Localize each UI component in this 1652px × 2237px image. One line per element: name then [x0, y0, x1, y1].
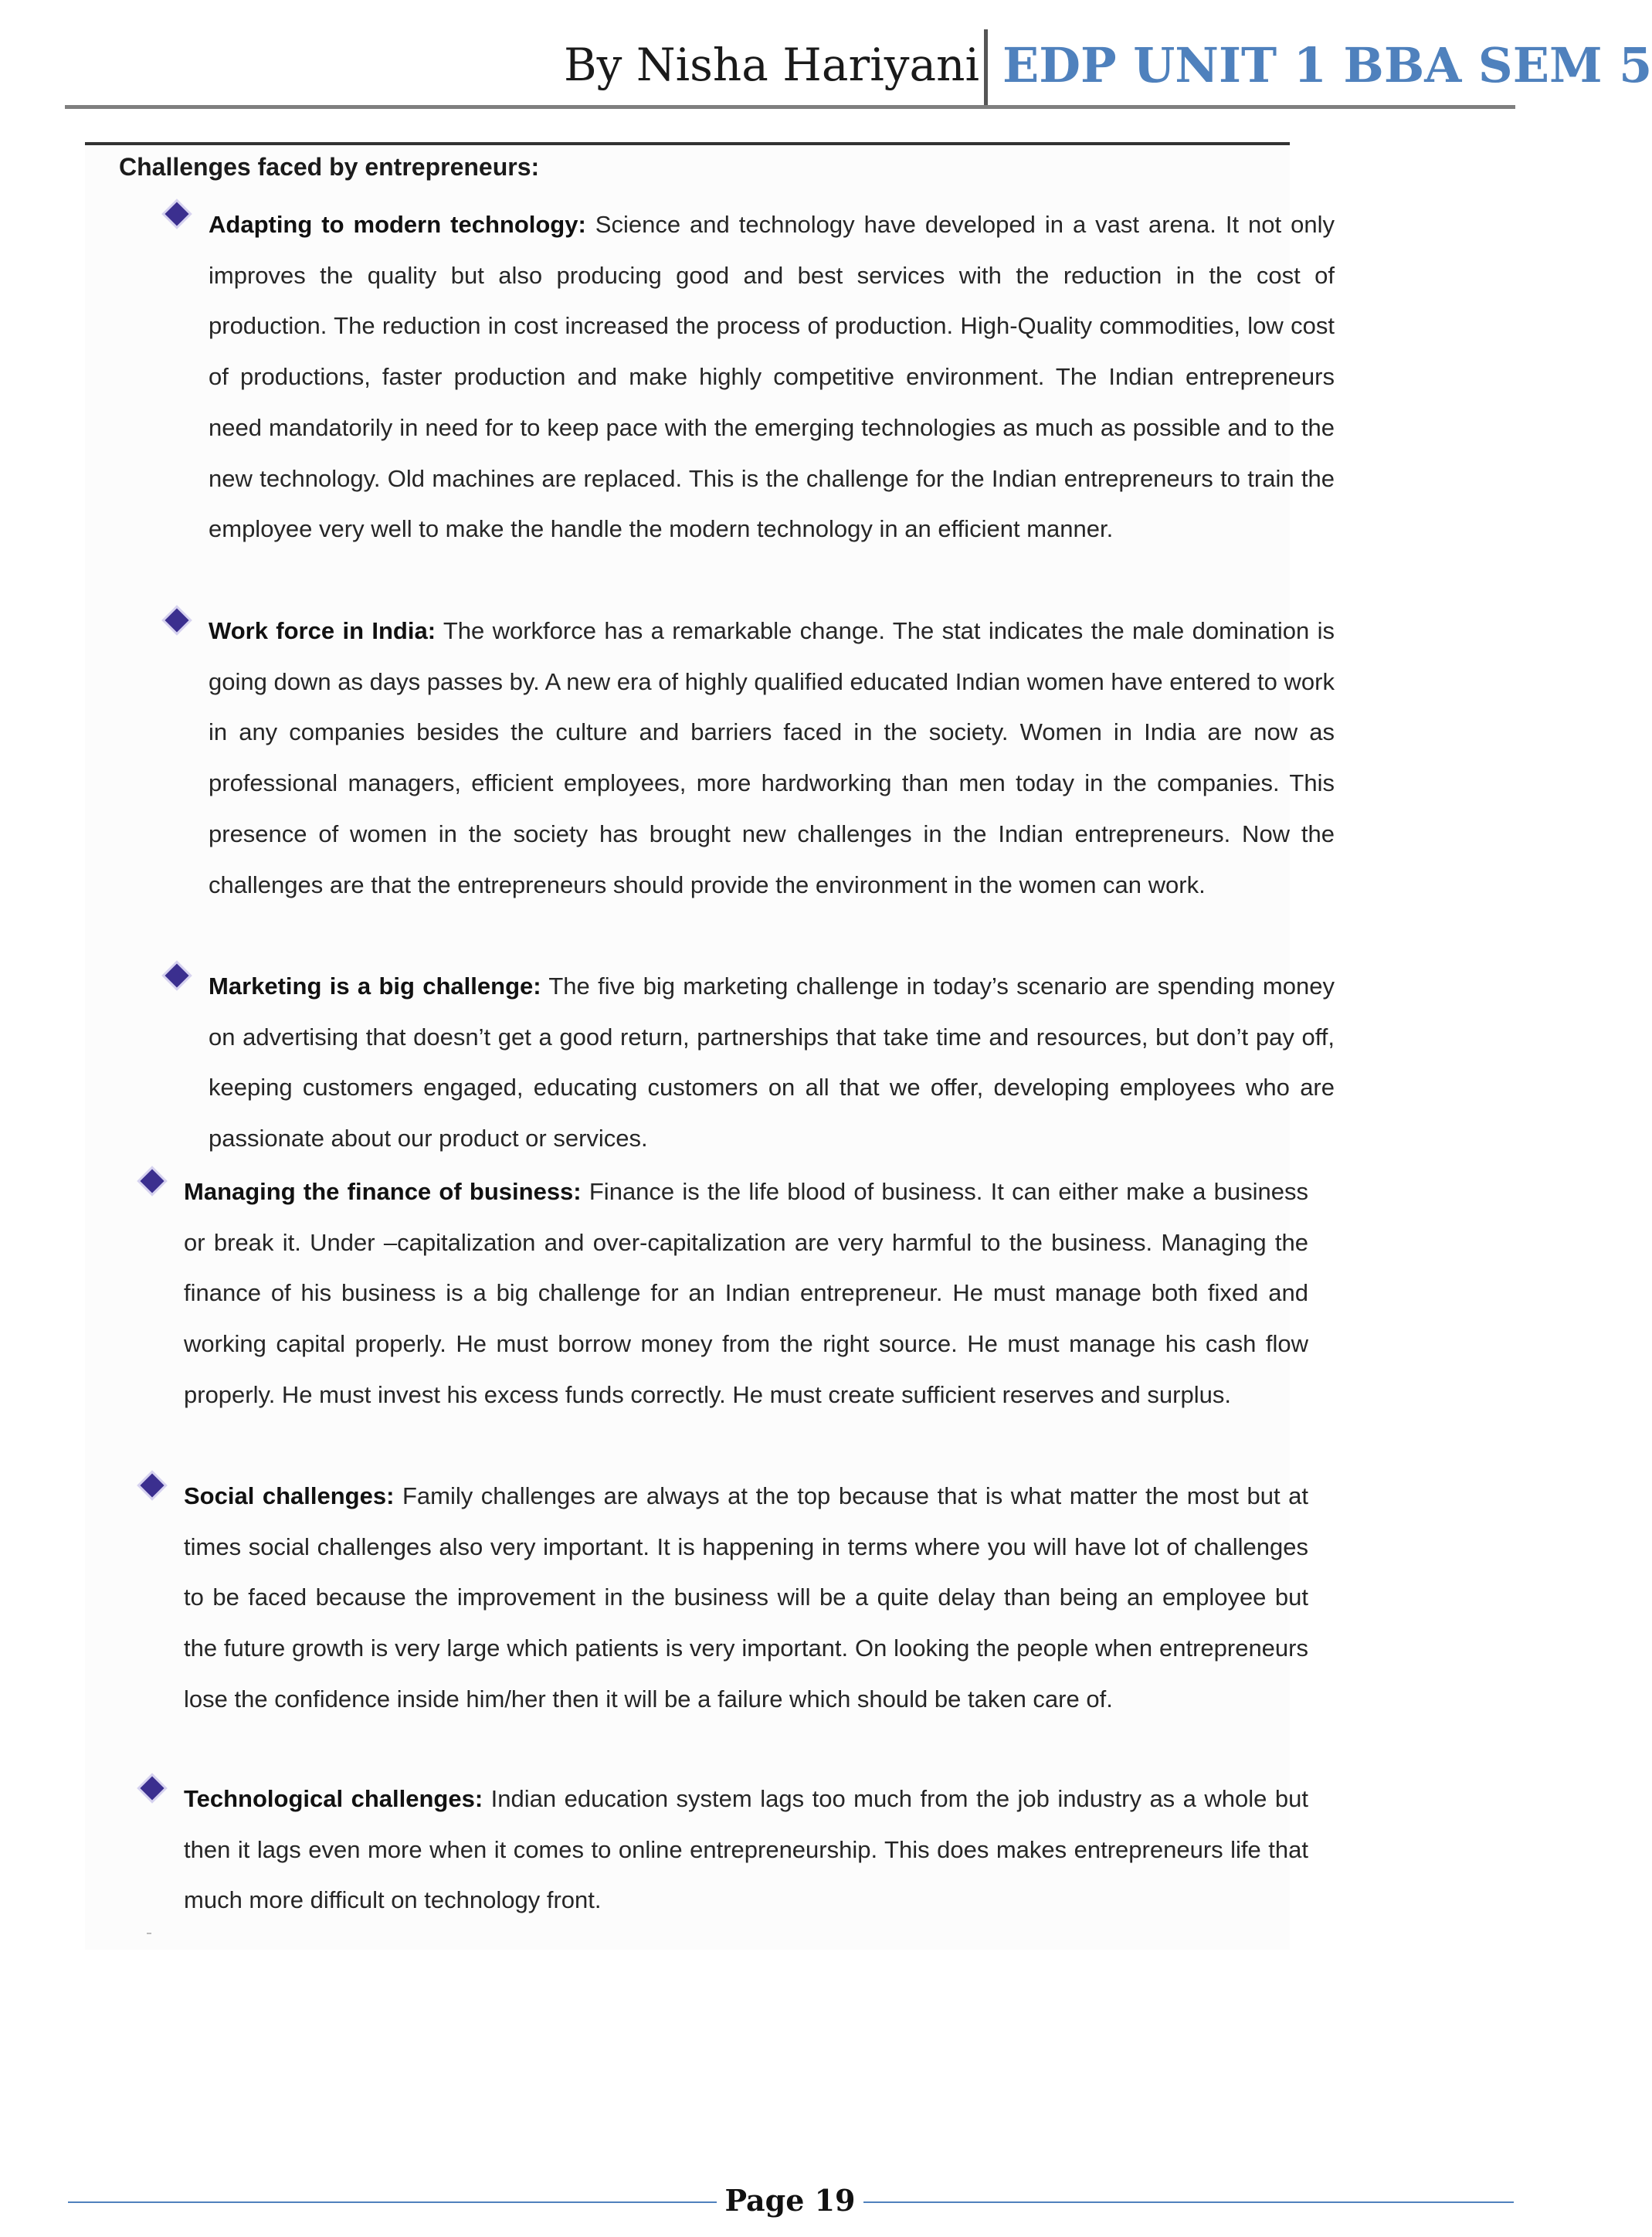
challenge-item-technology — [209, 199, 1335, 555]
scan-top-rule — [85, 142, 1290, 145]
diamond-bullet-icon — [140, 1776, 164, 1800]
diamond-bullet-icon — [165, 608, 188, 632]
challenge-paragraph — [209, 606, 1335, 910]
header-rule — [65, 105, 1515, 109]
challenge-paragraph — [184, 1471, 1308, 1725]
diamond-bullet-icon — [140, 1473, 164, 1497]
challenge-description: Science and technology have developed in a vast arena. It not only improves the quality but also producing good and best services with the reduction in the cost of production. The reduction in cost increased the process of production. High-Quality commodities, low cost of productions, faster production and make highly competitive environment. The Indian entrepreneurs need mandatorily in need for to keep pace with the emerging technologies as much as possible and to the new technology. Old machines are replaced. This is the challenge for the Indian entrepreneurs to train the employee very well to make the handle the modern technology in an efficient manner. — [209, 211, 1335, 543]
page-number: Page 19 — [724, 2183, 856, 2218]
footer-rule-left — [68, 2201, 717, 2203]
challenge-title: Adapting to modern technology: — [209, 211, 586, 238]
page-footer — [0, 2178, 1582, 2225]
footer-rule-right — [863, 2201, 1514, 2203]
author-name: By Nisha Hariyani — [564, 39, 979, 91]
scanned-content — [85, 142, 1335, 1950]
page-header — [0, 0, 1652, 116]
challenge-description: Indian education system lags too much from the job industry as a whole but then it lags even more when it comes to online entrepreneurship. This does makes entrepreneurs life that much more difficult on technology front. — [184, 1785, 1308, 1914]
challenge-title: Technological challenges: — [184, 1785, 483, 1812]
challenge-paragraph — [209, 199, 1335, 555]
challenge-description: Family challenges are always at the top because that is what matter the most but at times social challenges also very important. It is happening in terms where you will have lot of challenges to be faced because the improvement in the business will be a quite delay than being an employee but the future growth is very large which patients is very important. On looking the people when entrepreneurs lose the confidence inside him/her then it will be a failure which should be taken care of. — [184, 1482, 1308, 1713]
challenge-item-marketing — [209, 961, 1335, 1164]
section-title: Challenges faced by entrepreneurs: — [119, 153, 540, 181]
diamond-bullet-icon — [165, 963, 188, 987]
challenge-title: Social challenges: — [184, 1482, 395, 1509]
diamond-bullet-icon — [165, 202, 188, 226]
scan-artifact — [147, 1933, 151, 1934]
challenge-paragraph — [184, 1166, 1308, 1421]
challenge-title: Marketing is a big challenge: — [209, 973, 541, 1000]
challenge-description: The workforce has a remarkable change. The stat indicates the male domination is going down as days passes by. A new era of highly qualified educated Indian women have entered to work in any companies besides the culture and barriers faced in the society. Women in India are now as professional managers, efficient employees, more hardworking than men today in the companies. This presence of women in the society has brought new challenges in the Indian entrepreneurs. Now the challenges are that the entrepreneurs should provide the environment in the women can work. — [209, 617, 1335, 898]
challenge-description: The five big marketing challenge in today’s scenario are spending money on advertising that doesn’t get a good return, partnerships that take time and resources, but don’t pay off, keeping customers engaged, educating customers on all that we offer, developing employees who are passionate about our product or services. — [209, 973, 1335, 1152]
challenge-item-social — [184, 1471, 1308, 1725]
challenge-item-technological — [184, 1774, 1308, 1926]
header-divider — [984, 29, 988, 107]
challenge-paragraph — [209, 961, 1335, 1164]
challenge-item-finance — [184, 1166, 1308, 1421]
challenge-paragraph — [184, 1774, 1308, 1926]
challenge-title: Managing the finance of business: — [184, 1178, 582, 1205]
diamond-bullet-icon — [140, 1169, 164, 1193]
challenge-title: Work force in India: — [209, 617, 436, 644]
challenge-item-workforce — [209, 606, 1335, 910]
unit-title: EDP UNIT 1 BBA SEM 5 — [1002, 37, 1652, 93]
challenge-description: Finance is the life blood of business. It can either make a business or break it. Under –capitalization and over-capitalization are very harmful to the business. Managing the finance of his business is a big challenge for an Indian entrepreneur. He must manage both fixed and working capital properly. He must borrow money from the right source. He must manage his cash flow properly. He must invest his excess funds correctly. He must create sufficient reserves and surplus. — [184, 1178, 1308, 1408]
